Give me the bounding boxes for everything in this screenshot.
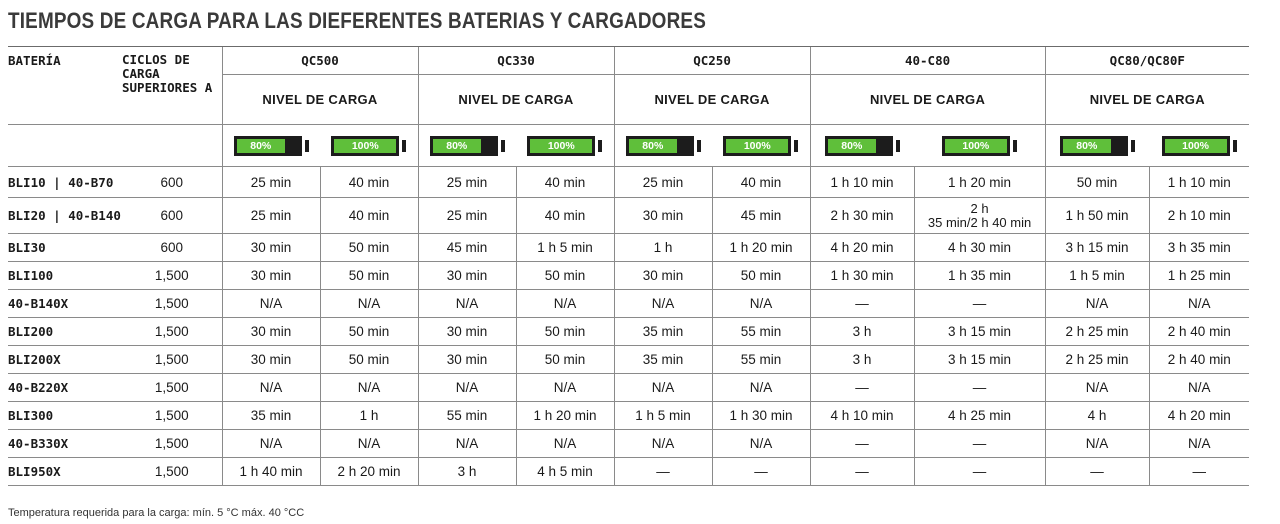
header-row-chargers: [8, 47, 1249, 75]
cycles-value: 600: [122, 167, 222, 198]
charge-time-cell: 30 min: [222, 346, 320, 374]
charge-time-cell: 40 min: [320, 167, 418, 198]
charge-time-cell: 40 min: [712, 167, 810, 198]
battery-name: BLI200: [8, 318, 122, 346]
level-header: NIVEL DE CARGA: [222, 75, 418, 125]
battery-percent-label: 80%: [629, 139, 677, 153]
table-row: [8, 458, 1249, 486]
charge-time-cell: 50 min: [516, 262, 614, 290]
charge-time-cell: 50 min: [1045, 167, 1149, 198]
charge-time-cell: N/A: [712, 290, 810, 318]
table-row: [8, 198, 1249, 234]
charge-time-cell: 2 h 25 min: [1045, 346, 1149, 374]
charge-time-cell: N/A: [614, 374, 712, 402]
battery-100-icon: [723, 136, 798, 156]
charge-time-cell: 3 h 15 min: [1045, 234, 1149, 262]
charge-time-cell: 45 min: [712, 198, 810, 234]
battery-percent-label: 80%: [433, 139, 481, 153]
charge-time-cell: 1 h 20 min: [516, 402, 614, 430]
charge-time-cell: 4 h: [1045, 402, 1149, 430]
charge-time-cell: —: [914, 374, 1045, 402]
charge-time-cell: 30 min: [222, 234, 320, 262]
charge-time-cell: 2 h 30 min: [810, 198, 914, 234]
charge-time-cell: 1 h: [614, 234, 712, 262]
battery-percent-label: 100%: [334, 139, 396, 153]
battery-100-icon: [942, 136, 1017, 156]
charge-time-cell: 50 min: [516, 318, 614, 346]
charge-time-cell: N/A: [614, 430, 712, 458]
charge-time-cell: 1 h 35 min: [914, 262, 1045, 290]
charge-time-cell: 25 min: [222, 167, 320, 198]
charge-time-cell: 2 h 40 min: [1149, 318, 1249, 346]
charge-time-cell: N/A: [1149, 430, 1249, 458]
charge-time-cell: N/A: [320, 374, 418, 402]
battery-name: 40-B220X: [8, 374, 122, 402]
charge-time-cell: 1 h 40 min: [222, 458, 320, 486]
charge-time-cell: N/A: [222, 290, 320, 318]
battery-name: BLI300: [8, 402, 122, 430]
level-header: NIVEL DE CARGA: [810, 75, 1045, 125]
charge-time-cell: N/A: [320, 290, 418, 318]
table-row: [8, 262, 1249, 290]
battery-100-icon: [1162, 136, 1237, 156]
charge-time-cell: N/A: [1045, 290, 1149, 318]
charge-time-cell: N/A: [222, 374, 320, 402]
charge-time-cell: 2 h 25 min: [1045, 318, 1149, 346]
battery-percent-label: 100%: [1165, 139, 1227, 153]
battery-name: BLI30: [8, 234, 122, 262]
charge-time-cell: N/A: [712, 374, 810, 402]
charge-time-cell: 30 min: [418, 262, 516, 290]
charge-time-cell: N/A: [516, 430, 614, 458]
charge-time-cell: 40 min: [516, 167, 614, 198]
charge-time-cell: N/A: [516, 374, 614, 402]
charge-time-cell: 4 h 25 min: [914, 402, 1045, 430]
battery-100-icon: [527, 136, 602, 156]
battery-level-cell: [222, 125, 320, 167]
table-row: [8, 374, 1249, 402]
charge-time-cell: 3 h: [418, 458, 516, 486]
charge-time-cell: N/A: [418, 290, 516, 318]
charge-time-cell: —: [810, 458, 914, 486]
charge-time-cell: —: [810, 374, 914, 402]
level-header: NIVEL DE CARGA: [418, 75, 614, 125]
cycles-value: 600: [122, 234, 222, 262]
charger-header-40-c80: 40-C80: [810, 47, 1045, 75]
charge-time-cell: N/A: [516, 290, 614, 318]
charge-time-cell: N/A: [614, 290, 712, 318]
charge-time-cell: 40 min: [516, 198, 614, 234]
charge-time-cell: 50 min: [712, 262, 810, 290]
charge-time-cell: 3 h 35 min: [1149, 234, 1249, 262]
table-row: [8, 346, 1249, 374]
table-row: [8, 430, 1249, 458]
battery-icons-row: [8, 125, 1249, 167]
charge-time-cell: 50 min: [320, 262, 418, 290]
battery-name: BLI20 | 40-B140: [8, 198, 122, 234]
charge-time-cell: 2 h 20 min: [320, 458, 418, 486]
table-row: [8, 318, 1249, 346]
battery-column-header: BATERÍA: [8, 47, 122, 125]
charge-time-cell: 50 min: [320, 234, 418, 262]
charge-time-cell: 1 h 5 min: [516, 234, 614, 262]
charge-time-cell: 1 h 30 min: [712, 402, 810, 430]
charge-time-cell: 1 h 30 min: [810, 262, 914, 290]
charger-header-qc330: QC330: [418, 47, 614, 75]
battery-level-cell: [418, 125, 516, 167]
charge-time-cell: 55 min: [712, 346, 810, 374]
battery-name: BLI10 | 40-B70: [8, 167, 122, 198]
charge-time-cell: —: [914, 458, 1045, 486]
charge-time-cell: N/A: [222, 430, 320, 458]
cycles-value: 1,500: [122, 262, 222, 290]
charge-time-cell: N/A: [320, 430, 418, 458]
charge-time-cell: 2 h 10 min: [1149, 198, 1249, 234]
battery-80-icon: [825, 136, 900, 156]
level-header: NIVEL DE CARGA: [1045, 75, 1249, 125]
charge-time-cell: 3 h 15 min: [914, 318, 1045, 346]
charge-time-cell: 4 h 10 min: [810, 402, 914, 430]
battery-80-icon: [626, 136, 701, 156]
charge-time-cell: 50 min: [320, 318, 418, 346]
charge-time-cell: 25 min: [418, 198, 516, 234]
battery-80-icon: [430, 136, 505, 156]
battery-80-icon: [1060, 136, 1135, 156]
charge-time-cell: 40 min: [320, 198, 418, 234]
page-title: TIEMPOS DE CARGA PARA LAS DIEFERENTES BATERIAS Y CARGADORES: [8, 8, 706, 33]
charge-time-cell: 35 min: [614, 346, 712, 374]
charge-time-cell: N/A: [1149, 374, 1249, 402]
table-row: [8, 290, 1249, 318]
charge-time-cell: N/A: [1045, 374, 1149, 402]
cycles-value: 1,500: [122, 402, 222, 430]
charge-time-cell: 2 h 35 min/2 h 40 min: [914, 198, 1045, 234]
charge-time-cell: 35 min: [222, 402, 320, 430]
charge-time-cell: 1 h 25 min: [1149, 262, 1249, 290]
charge-time-cell: N/A: [418, 430, 516, 458]
cycles-value: 1,500: [122, 346, 222, 374]
charge-time-cell: N/A: [1149, 290, 1249, 318]
charge-time-cell: 50 min: [516, 346, 614, 374]
footnote: Temperatura requerida para la carga: mín. 5 °C máx. 40 °CC: [8, 507, 305, 519]
battery-level-cell: [914, 125, 1045, 167]
charge-time-cell: 4 h 30 min: [914, 234, 1045, 262]
battery-level-cell: [614, 125, 712, 167]
level-header: NIVEL DE CARGA: [614, 75, 810, 125]
charge-time-cell: 4 h 20 min: [1149, 402, 1249, 430]
charge-time-cell: 3 h: [810, 318, 914, 346]
charge-time-cell: —: [614, 458, 712, 486]
charge-time-cell: 45 min: [418, 234, 516, 262]
charge-time-cell: 30 min: [222, 262, 320, 290]
charge-time-cell: 55 min: [712, 318, 810, 346]
cycles-value: 1,500: [122, 458, 222, 486]
battery-percent-label: 100%: [945, 139, 1007, 153]
charger-header-qc250: QC250: [614, 47, 810, 75]
charging-times-table: [8, 46, 1249, 486]
table-row: [8, 402, 1249, 430]
charge-time-cell: 1 h 50 min: [1045, 198, 1149, 234]
cycles-value: 1,500: [122, 430, 222, 458]
charge-time-cell: 1 h 5 min: [1045, 262, 1149, 290]
charge-time-cell: 2 h 40 min: [1149, 346, 1249, 374]
battery-level-cell: [1045, 125, 1149, 167]
battery-percent-label: 80%: [1063, 139, 1111, 153]
charge-time-cell: 25 min: [222, 198, 320, 234]
charge-time-cell: 1 h: [320, 402, 418, 430]
charge-time-cell: 4 h 20 min: [810, 234, 914, 262]
charge-time-cell: N/A: [1045, 430, 1149, 458]
charge-time-cell: 3 h 15 min: [914, 346, 1045, 374]
charge-time-cell: 1 h 20 min: [712, 234, 810, 262]
battery-level-cell: [712, 125, 810, 167]
battery-80-icon: [234, 136, 309, 156]
charge-time-cell: —: [712, 458, 810, 486]
charge-time-cell: —: [914, 430, 1045, 458]
charge-time-cell: 3 h: [810, 346, 914, 374]
battery-percent-label: 100%: [530, 139, 592, 153]
charge-time-cell: —: [1149, 458, 1249, 486]
battery-name: 40-B330X: [8, 430, 122, 458]
battery-name: 40-B140X: [8, 290, 122, 318]
charge-time-cell: N/A: [418, 374, 516, 402]
charge-time-cell: —: [810, 430, 914, 458]
charge-time-cell: 30 min: [614, 198, 712, 234]
charge-time-cell: —: [914, 290, 1045, 318]
charge-time-cell: 30 min: [418, 318, 516, 346]
charge-time-cell: 1 h 10 min: [810, 167, 914, 198]
battery-100-icon: [331, 136, 406, 156]
battery-percent-label: 80%: [828, 139, 876, 153]
cycles-value: 1,500: [122, 374, 222, 402]
cycles-value: 1,500: [122, 290, 222, 318]
battery-name: BLI200X: [8, 346, 122, 374]
battery-percent-label: 100%: [726, 139, 788, 153]
cycles-value: 1,500: [122, 318, 222, 346]
charge-time-cell: —: [1045, 458, 1149, 486]
battery-level-cell: [516, 125, 614, 167]
charger-header-qc500: QC500: [222, 47, 418, 75]
battery-name: BLI950X: [8, 458, 122, 486]
charge-time-cell: 1 h 10 min: [1149, 167, 1249, 198]
charge-time-cell: 55 min: [418, 402, 516, 430]
table-row: [8, 167, 1249, 198]
battery-level-cell: [320, 125, 418, 167]
charge-time-cell: 30 min: [418, 346, 516, 374]
battery-level-cell: [1149, 125, 1249, 167]
charge-time-cell: 1 h 5 min: [614, 402, 712, 430]
battery-percent-label: 80%: [237, 139, 285, 153]
charge-time-cell: 1 h 20 min: [914, 167, 1045, 198]
table-row: [8, 234, 1249, 262]
charge-time-cell: 30 min: [222, 318, 320, 346]
charge-time-cell: 35 min: [614, 318, 712, 346]
cycles-value: 600: [122, 198, 222, 234]
cycles-column-header: CICLOS DE CARGA SUPERIORES A: [122, 47, 222, 125]
charge-time-cell: —: [810, 290, 914, 318]
charge-time-cell: 30 min: [614, 262, 712, 290]
charge-time-cell: 25 min: [418, 167, 516, 198]
battery-name: BLI100: [8, 262, 122, 290]
charge-time-cell: 25 min: [614, 167, 712, 198]
battery-level-cell: [810, 125, 914, 167]
charge-time-cell: 50 min: [320, 346, 418, 374]
charger-header-qc80: QC80/QC80F: [1045, 47, 1249, 75]
charge-time-cell: N/A: [712, 430, 810, 458]
charge-time-cell: 4 h 5 min: [516, 458, 614, 486]
